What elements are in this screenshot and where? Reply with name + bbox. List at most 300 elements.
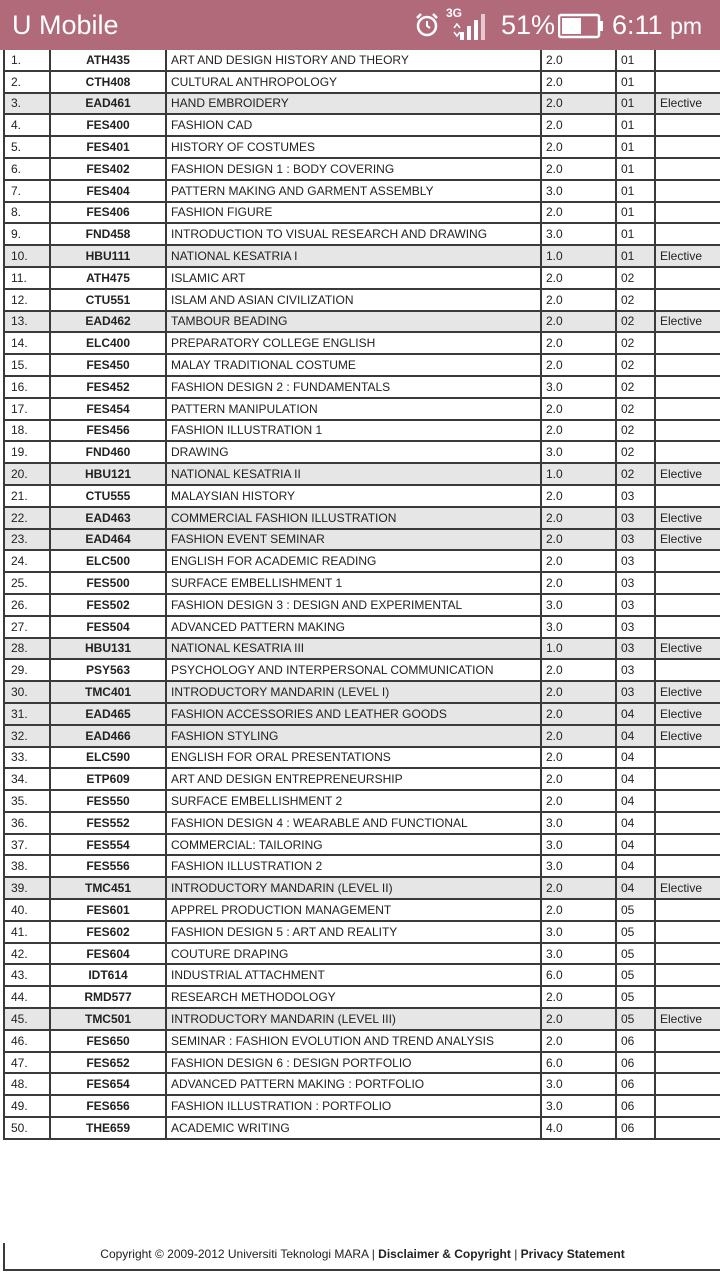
course-type: Elective: [655, 529, 720, 551]
row-number: 46.: [4, 1030, 50, 1052]
part-number: 04: [616, 790, 655, 812]
course-code: FND460: [50, 441, 166, 463]
course-type: [655, 420, 720, 442]
course-type: [655, 158, 720, 180]
course-code: FES654: [50, 1073, 166, 1095]
course-code: FES400: [50, 114, 166, 136]
row-number: 5.: [4, 136, 50, 158]
part-number: 01: [616, 180, 655, 202]
table-row: [4, 136, 720, 158]
course-type: [655, 1073, 720, 1095]
credit-hours: 2.0: [541, 398, 616, 420]
course-code: FES454: [50, 398, 166, 420]
course-name: NATIONAL KESATRIA I: [166, 245, 541, 267]
credit-hours: 2.0: [541, 572, 616, 594]
course-code: TMC401: [50, 681, 166, 703]
signal-icon: [452, 12, 486, 40]
course-code: IDT614: [50, 964, 166, 986]
part-number: 02: [616, 463, 655, 485]
part-number: 02: [616, 420, 655, 442]
table-row: [4, 332, 720, 354]
course-type: Elective: [655, 877, 720, 899]
course-name: HAND EMBROIDERY: [166, 93, 541, 115]
row-number: 22.: [4, 507, 50, 529]
table-row: [4, 71, 720, 93]
table-row: [4, 376, 720, 398]
table-row: [4, 223, 720, 245]
table-row: [4, 507, 720, 529]
table-row: [4, 703, 720, 725]
course-name: PSYCHOLOGY AND INTERPERSONAL COMMUNICATION: [166, 659, 541, 681]
credit-hours: 2.0: [541, 158, 616, 180]
part-number: 02: [616, 376, 655, 398]
credit-hours: 1.0: [541, 245, 616, 267]
course-type: Elective: [655, 463, 720, 485]
part-number: 05: [616, 1008, 655, 1030]
course-name: FASHION ACCESSORIES AND LEATHER GOODS: [166, 703, 541, 725]
course-type: [655, 136, 720, 158]
course-name: SEMINAR : FASHION EVOLUTION AND TREND ANALYSIS: [166, 1030, 541, 1052]
table-row: [4, 768, 720, 790]
course-code: ATH475: [50, 267, 166, 289]
course-type: [655, 943, 720, 965]
table-row: [4, 594, 720, 616]
course-name: SURFACE EMBELLISHMENT 2: [166, 790, 541, 812]
clock-ampm: pm: [670, 13, 703, 39]
credit-hours: 6.0: [541, 964, 616, 986]
course-name: ART AND DESIGN ENTREPRENEURSHIP: [166, 768, 541, 790]
battery-percent: 51%: [501, 10, 556, 40]
table-row: [4, 964, 720, 986]
course-name: ISLAM AND ASIAN CIVILIZATION: [166, 289, 541, 311]
course-name: NATIONAL KESATRIA III: [166, 638, 541, 660]
course-type: Elective: [655, 638, 720, 660]
course-code: EAD463: [50, 507, 166, 529]
table-row: [4, 550, 720, 572]
course-type: [655, 572, 720, 594]
credit-hours: 2.0: [541, 899, 616, 921]
course-code: RMD577: [50, 986, 166, 1008]
network-type: 3G: [446, 6, 463, 20]
course-type: [655, 899, 720, 921]
alarm-icon: [414, 12, 440, 38]
table-row: [4, 245, 720, 267]
row-number: 3.: [4, 93, 50, 115]
carrier-name: U Mobile: [12, 10, 119, 40]
table-row: [4, 1052, 720, 1074]
course-code: CTU551: [50, 289, 166, 311]
course-code: TMC451: [50, 877, 166, 899]
table-row: [4, 289, 720, 311]
credit-hours: 3.0: [541, 441, 616, 463]
row-number: 35.: [4, 790, 50, 812]
course-type: [655, 485, 720, 507]
table-row: [4, 812, 720, 834]
part-number: 03: [616, 572, 655, 594]
course-type: [655, 834, 720, 856]
part-number: 03: [616, 507, 655, 529]
course-name: ENGLISH FOR ACADEMIC READING: [166, 550, 541, 572]
credit-hours: 2.0: [541, 877, 616, 899]
table-row: [4, 659, 720, 681]
table-row: [4, 921, 720, 943]
course-type: [655, 223, 720, 245]
course-name: FASHION ILLUSTRATION 1: [166, 420, 541, 442]
course-name: PREPARATORY COLLEGE ENGLISH: [166, 332, 541, 354]
course-type: [655, 855, 720, 877]
course-code: FES502: [50, 594, 166, 616]
course-name: HISTORY OF COSTUMES: [166, 136, 541, 158]
course-type: [655, 659, 720, 681]
course-table: [3, 50, 720, 1140]
credit-hours: 2.0: [541, 747, 616, 769]
course-type: Elective: [655, 681, 720, 703]
course-code: FES556: [50, 855, 166, 877]
row-number: 11.: [4, 267, 50, 289]
table-row: [4, 93, 720, 115]
row-number: 41.: [4, 921, 50, 943]
row-number: 39.: [4, 877, 50, 899]
credit-hours: 2.0: [541, 768, 616, 790]
course-code: FES602: [50, 921, 166, 943]
part-number: 04: [616, 747, 655, 769]
course-code: FES404: [50, 180, 166, 202]
copyright-text: Copyright © 2009-2012 Universiti Teknologi MARA |: [100, 1247, 379, 1261]
clock-time: 6:11: [612, 10, 663, 40]
course-name: COMMERCIAL: TAILORING: [166, 834, 541, 856]
row-number: 25.: [4, 572, 50, 594]
course-code: HBU121: [50, 463, 166, 485]
course-type: [655, 550, 720, 572]
row-number: 37.: [4, 834, 50, 856]
footer-separator: |: [510, 1247, 521, 1261]
row-number: 18.: [4, 420, 50, 442]
course-name: ADVANCED PATTERN MAKING: [166, 616, 541, 638]
table-row: [4, 681, 720, 703]
course-type: [655, 71, 720, 93]
part-number: 03: [616, 485, 655, 507]
course-type: [655, 768, 720, 790]
part-number: 04: [616, 725, 655, 747]
row-number: 40.: [4, 899, 50, 921]
course-code: FES406: [50, 202, 166, 224]
course-code: FES456: [50, 420, 166, 442]
credit-hours: 2.0: [541, 354, 616, 376]
table-row: [4, 638, 720, 660]
row-number: 34.: [4, 768, 50, 790]
table-row: [4, 1030, 720, 1052]
row-number: 8.: [4, 202, 50, 224]
table-row: [4, 158, 720, 180]
course-type: [655, 812, 720, 834]
row-number: 33.: [4, 747, 50, 769]
credit-hours: 3.0: [541, 921, 616, 943]
credit-hours: 1.0: [541, 638, 616, 660]
table-row: [4, 877, 720, 899]
credit-hours: 2.0: [541, 703, 616, 725]
course-name: FASHION ILLUSTRATION : PORTFOLIO: [166, 1095, 541, 1117]
row-number: 7.: [4, 180, 50, 202]
course-name: ENGLISH FOR ORAL PRESENTATIONS: [166, 747, 541, 769]
table-row: [4, 855, 720, 877]
part-number: 02: [616, 441, 655, 463]
credit-hours: 2.0: [541, 71, 616, 93]
table-row: [4, 311, 720, 333]
credit-hours: 2.0: [541, 114, 616, 136]
part-number: 01: [616, 114, 655, 136]
credit-hours: 3.0: [541, 376, 616, 398]
course-name: ISLAMIC ART: [166, 267, 541, 289]
row-number: 4.: [4, 114, 50, 136]
credit-hours: 3.0: [541, 616, 616, 638]
course-type: [655, 921, 720, 943]
course-code: THE659: [50, 1117, 166, 1139]
course-name: PATTERN MANIPULATION: [166, 398, 541, 420]
part-number: 01: [616, 245, 655, 267]
course-code: CTU555: [50, 485, 166, 507]
credit-hours: 2.0: [541, 267, 616, 289]
course-name: SURFACE EMBELLISHMENT 1: [166, 572, 541, 594]
table-row: [4, 1073, 720, 1095]
privacy-link[interactable]: Privacy Statement: [520, 1247, 625, 1261]
course-name: FASHION DESIGN 1 : BODY COVERING: [166, 158, 541, 180]
credit-hours: 2.0: [541, 1008, 616, 1030]
table-row: [4, 725, 720, 747]
course-name: COUTURE DRAPING: [166, 943, 541, 965]
course-code: ELC400: [50, 332, 166, 354]
credit-hours: 2.0: [541, 790, 616, 812]
course-type: [655, 354, 720, 376]
table-row: [4, 529, 720, 551]
course-name: FASHION DESIGN 2 : FUNDAMENTALS: [166, 376, 541, 398]
course-name: INTRODUCTORY MANDARIN (LEVEL III): [166, 1008, 541, 1030]
table-row: [4, 354, 720, 376]
credit-hours: 2.0: [541, 529, 616, 551]
course-code: FES652: [50, 1052, 166, 1074]
course-type: [655, 1095, 720, 1117]
credit-hours: 3.0: [541, 855, 616, 877]
course-code: FND458: [50, 223, 166, 245]
table-row: [4, 899, 720, 921]
part-number: 04: [616, 768, 655, 790]
course-name: ART AND DESIGN HISTORY AND THEORY: [166, 50, 541, 71]
course-code: FES656: [50, 1095, 166, 1117]
part-number: 01: [616, 93, 655, 115]
part-number: 01: [616, 136, 655, 158]
table-row: [4, 420, 720, 442]
course-name: FASHION DESIGN 6 : DESIGN PORTFOLIO: [166, 1052, 541, 1074]
course-name: DRAWING: [166, 441, 541, 463]
part-number: 02: [616, 311, 655, 333]
course-name: CULTURAL ANTHROPOLOGY: [166, 71, 541, 93]
part-number: 02: [616, 354, 655, 376]
table-row: [4, 747, 720, 769]
table-row: [4, 180, 720, 202]
course-code: ETP609: [50, 768, 166, 790]
course-type: [655, 289, 720, 311]
part-number: 02: [616, 398, 655, 420]
part-number: 01: [616, 71, 655, 93]
part-number: 01: [616, 50, 655, 71]
row-number: 23.: [4, 529, 50, 551]
course-type: [655, 441, 720, 463]
course-code: TMC501: [50, 1008, 166, 1030]
course-name: RESEARCH METHODOLOGY: [166, 986, 541, 1008]
course-code: CTH408: [50, 71, 166, 93]
credit-hours: 2.0: [541, 311, 616, 333]
table-row: [4, 114, 720, 136]
footer: [3, 1243, 720, 1271]
course-name: PATTERN MAKING AND GARMENT ASSEMBLY: [166, 180, 541, 202]
course-code: EAD461: [50, 93, 166, 115]
course-name: APPREL PRODUCTION MANAGEMENT: [166, 899, 541, 921]
part-number: 05: [616, 943, 655, 965]
row-number: 38.: [4, 855, 50, 877]
course-type: Elective: [655, 725, 720, 747]
table-row: [4, 1008, 720, 1030]
part-number: 03: [616, 550, 655, 572]
part-number: 05: [616, 921, 655, 943]
course-name: NATIONAL KESATRIA II: [166, 463, 541, 485]
course-type: [655, 616, 720, 638]
course-type: Elective: [655, 703, 720, 725]
credit-hours: 2.0: [541, 420, 616, 442]
course-type: Elective: [655, 245, 720, 267]
row-number: 48.: [4, 1073, 50, 1095]
part-number: 03: [616, 594, 655, 616]
row-number: 45.: [4, 1008, 50, 1030]
clock: [612, 8, 702, 43]
course-name: MALAYSIAN HISTORY: [166, 485, 541, 507]
row-number: 29.: [4, 659, 50, 681]
course-type: [655, 376, 720, 398]
part-number: 06: [616, 1117, 655, 1139]
course-type: [655, 747, 720, 769]
row-number: 27.: [4, 616, 50, 638]
row-number: 21.: [4, 485, 50, 507]
part-number: 04: [616, 877, 655, 899]
row-number: 28.: [4, 638, 50, 660]
table-row: [4, 943, 720, 965]
credit-hours: 1.0: [541, 463, 616, 485]
credit-hours: 2.0: [541, 50, 616, 71]
credit-hours: 2.0: [541, 659, 616, 681]
table-row: [4, 398, 720, 420]
course-name: FASHION EVENT SEMINAR: [166, 529, 541, 551]
part-number: 01: [616, 223, 655, 245]
course-table-container: [3, 50, 720, 1140]
row-number: 42.: [4, 943, 50, 965]
row-number: 26.: [4, 594, 50, 616]
course-code: FES401: [50, 136, 166, 158]
course-name: COMMERCIAL FASHION ILLUSTRATION: [166, 507, 541, 529]
course-type: Elective: [655, 311, 720, 333]
course-code: FES452: [50, 376, 166, 398]
course-name: FASHION ILLUSTRATION 2: [166, 855, 541, 877]
part-number: 05: [616, 986, 655, 1008]
course-code: EAD464: [50, 529, 166, 551]
disclaimer-link[interactable]: Disclaimer & Copyright: [378, 1247, 511, 1261]
part-number: 06: [616, 1095, 655, 1117]
credit-hours: 2.0: [541, 507, 616, 529]
course-code: FES550: [50, 790, 166, 812]
credit-hours: 2.0: [541, 1030, 616, 1052]
course-type: [655, 267, 720, 289]
course-code: PSY563: [50, 659, 166, 681]
course-name: FASHION DESIGN 5 : ART AND REALITY: [166, 921, 541, 943]
course-name: ADVANCED PATTERN MAKING : PORTFOLIO: [166, 1073, 541, 1095]
course-type: [655, 790, 720, 812]
row-number: 10.: [4, 245, 50, 267]
course-name: FASHION DESIGN 3 : DESIGN AND EXPERIMENTAL: [166, 594, 541, 616]
course-code: FES604: [50, 943, 166, 965]
part-number: 03: [616, 681, 655, 703]
credit-hours: 2.0: [541, 332, 616, 354]
course-code: HBU131: [50, 638, 166, 660]
row-number: 20.: [4, 463, 50, 485]
status-bar: [0, 0, 720, 50]
course-code: EAD462: [50, 311, 166, 333]
row-number: 24.: [4, 550, 50, 572]
credit-hours: 2.0: [541, 289, 616, 311]
course-type: [655, 180, 720, 202]
course-type: [655, 1117, 720, 1139]
part-number: 04: [616, 834, 655, 856]
part-number: 05: [616, 899, 655, 921]
course-type: [655, 50, 720, 71]
table-row: [4, 202, 720, 224]
course-code: FES450: [50, 354, 166, 376]
table-row: [4, 616, 720, 638]
row-number: 36.: [4, 812, 50, 834]
row-number: 47.: [4, 1052, 50, 1074]
row-number: 31.: [4, 703, 50, 725]
course-name: TAMBOUR BEADING: [166, 311, 541, 333]
course-code: EAD466: [50, 725, 166, 747]
credit-hours: 2.0: [541, 681, 616, 703]
course-type: Elective: [655, 1008, 720, 1030]
credit-hours: 3.0: [541, 834, 616, 856]
course-name: INTRODUCTORY MANDARIN (LEVEL II): [166, 877, 541, 899]
part-number: 01: [616, 158, 655, 180]
credit-hours: 2.0: [541, 485, 616, 507]
row-number: 13.: [4, 311, 50, 333]
table-row: [4, 485, 720, 507]
row-number: 30.: [4, 681, 50, 703]
row-number: 14.: [4, 332, 50, 354]
course-type: [655, 964, 720, 986]
part-number: 04: [616, 812, 655, 834]
credit-hours: 2.0: [541, 986, 616, 1008]
part-number: 03: [616, 529, 655, 551]
part-number: 03: [616, 616, 655, 638]
course-name: INTRODUCTORY MANDARIN (LEVEL I): [166, 681, 541, 703]
course-code: ELC500: [50, 550, 166, 572]
row-number: 16.: [4, 376, 50, 398]
table-row: [4, 790, 720, 812]
credit-hours: 3.0: [541, 180, 616, 202]
course-name: FASHION FIGURE: [166, 202, 541, 224]
part-number: 06: [616, 1030, 655, 1052]
credit-hours: 2.0: [541, 136, 616, 158]
part-number: 03: [616, 659, 655, 681]
table-row: [4, 50, 720, 71]
row-number: 6.: [4, 158, 50, 180]
credit-hours: 3.0: [541, 1073, 616, 1095]
row-number: 15.: [4, 354, 50, 376]
course-name: FASHION CAD: [166, 114, 541, 136]
table-row: [4, 1095, 720, 1117]
